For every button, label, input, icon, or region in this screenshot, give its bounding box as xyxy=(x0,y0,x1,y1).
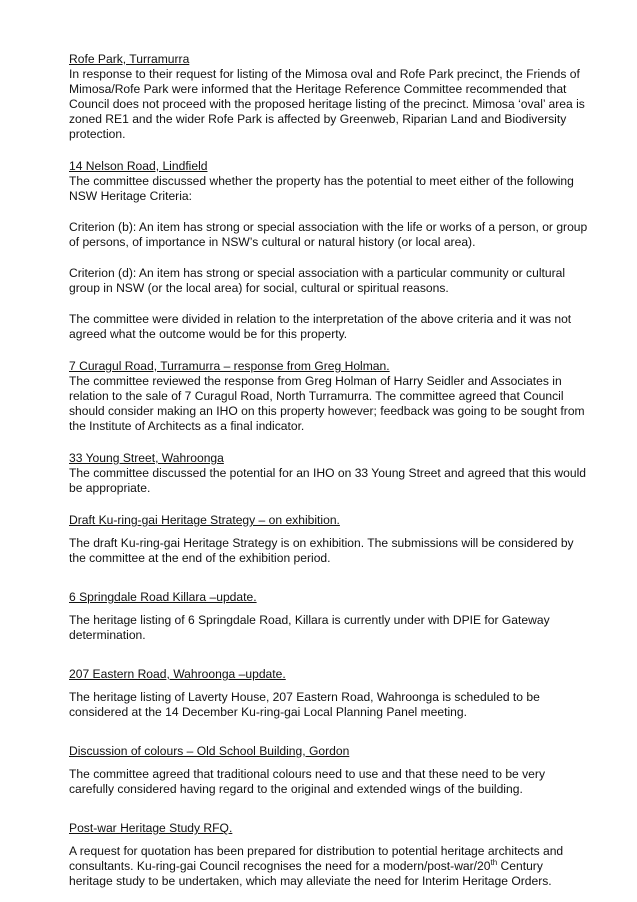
section-heritage-strategy xyxy=(69,513,589,566)
section-heading: 207 Eastern Road, Wahroonga –update. xyxy=(69,667,286,681)
section-eastern-road xyxy=(69,667,589,720)
section-heading: 33 Young Street, Wahroonga xyxy=(69,451,224,465)
section-body: The committee discussed the potential for an IHO on 33 Young Street and agreed that this would be appropriate. xyxy=(69,466,586,495)
section-postwar-study xyxy=(69,821,589,889)
criterion-d: Criterion (d): An item has strong or special association with a particular community or cultural group in NSW (or the local area) for social, cultural or spiritual reasons. xyxy=(69,266,566,295)
section-young-street xyxy=(69,451,589,496)
section-body: The heritage listing of Laverty House, 207 Eastern Road, Wahroonga is scheduled to be considered at the 14 December Ku-ring-gai Local Planning Panel meeting. xyxy=(69,690,540,719)
ordinal-suffix: th xyxy=(490,857,498,867)
section-heading: Discussion of colours – Old School Building, Gordon xyxy=(69,744,350,758)
section-outcome: The committee were divided in relation to the interpretation of the above criteria and it was not agreed what the outcome would be for this property. xyxy=(69,312,572,341)
document-page xyxy=(69,52,589,889)
criterion-b: Criterion (b): An item has strong or special association with the life or works of a person, or group of persons, of importance in NSW’s cultural or natural history (or local area). xyxy=(69,220,588,249)
section-heading: Post-war Heritage Study RFQ. xyxy=(69,821,233,835)
section-body: The committee discussed whether the property has the potential to meet either of the following NSW Heritage Criteria: xyxy=(69,174,574,203)
body-text-after: Century heritage study to be undertaken, which may alleviate the need for Interim Heritage Orders. xyxy=(69,859,552,888)
section-body xyxy=(69,844,589,889)
section-body: The committee agreed that traditional colours need to use and that these need to be very carefully considered having regard to the original and extended wings of the building. xyxy=(69,767,545,796)
section-colours xyxy=(69,744,589,797)
section-body: The committee reviewed the response from Greg Holman of Harry Seidler and Associates in relation to the sale of 7 Curagul Road, North Turramurra. The committee agreed that Council should consider making an IHO on this property however; feedback was going to be sought from the Institute of Architects as a final indicator. xyxy=(69,374,585,433)
section-curagul-road xyxy=(69,359,589,434)
section-heading: 7 Curagul Road, Turramurra – response from Greg Holman. xyxy=(69,359,390,373)
section-nelson-road xyxy=(69,159,589,342)
body-text-before: A request for quotation has been prepared for distribution to potential heritage architects and consultants. Ku-ring-gai Council recognises the need for a modern/post-war/20 xyxy=(69,844,564,873)
section-heading: 6 Springdale Road Killara –update. xyxy=(69,590,257,604)
section-rofe-park xyxy=(69,52,589,142)
section-body: In response to their request for listing of the Mimosa oval and Rofe Park precinct, the Friends of Mimosa/Rofe Park were informed that the Heritage Reference Committee recommended that Council does not proceed with the proposed heritage listing of the precinct. Mimosa ‘oval’ area is zoned RE1 and the wider Rofe Park is affected by Greenweb, Riparian Land and Biodiversity protection. xyxy=(69,67,585,141)
section-heading: Draft Ku-ring-gai Heritage Strategy – on exhibition. xyxy=(69,513,340,527)
section-springdale-road xyxy=(69,590,589,643)
section-body: The heritage listing of 6 Springdale Road, Killara is currently under with DPIE for Gateway determination. xyxy=(69,613,550,642)
section-heading: Rofe Park, Turramurra xyxy=(69,52,190,66)
section-heading: 14 Nelson Road, Lindfield xyxy=(69,159,208,173)
section-body: The draft Ku-ring-gai Heritage Strategy is on exhibition. The submissions will be considered by the committee at the end of the exhibition period. xyxy=(69,536,574,565)
